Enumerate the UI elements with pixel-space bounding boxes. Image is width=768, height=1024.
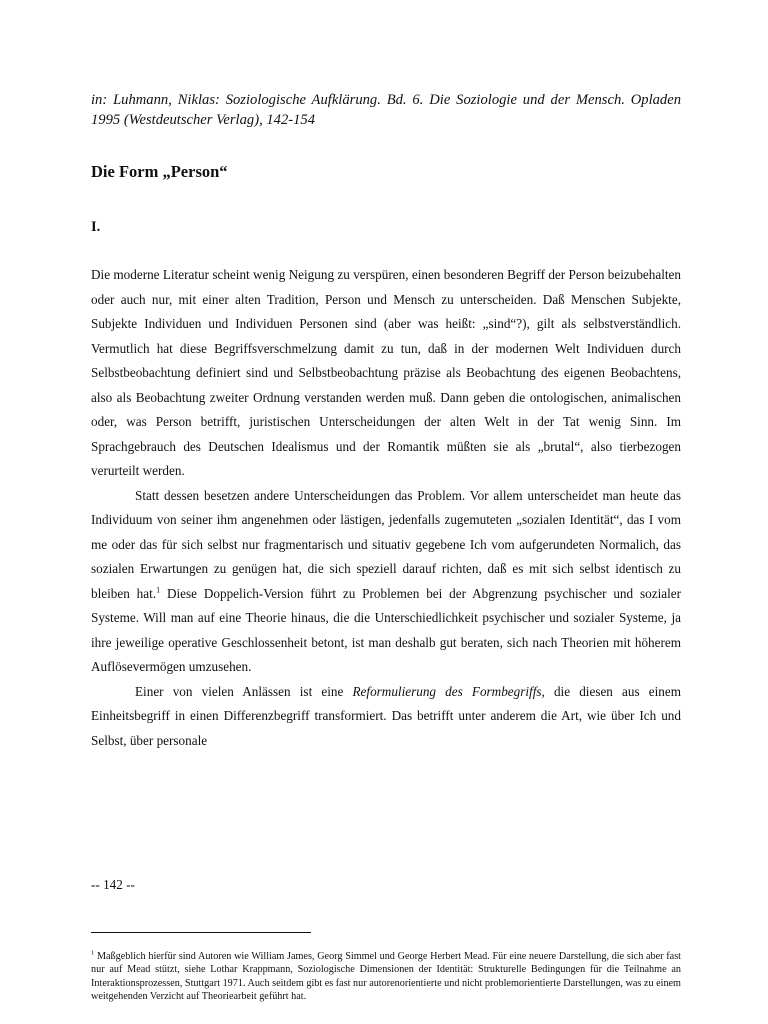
footnote-divider bbox=[91, 932, 311, 933]
paragraph-2-part-a: Statt dessen besetzen andere Unterscheidungen das Problem. Vor allem unterscheidet man heute das Individuum von seiner ihm angenehmen oder lästigen, jedenfalls zugemuteten „sozialen Identität“, das I vom me oder das für sich selbst nur fragmentarisch und situativ gegebene Ich vom aufgerundeten Normalich, das sozialen Erwartungen zu genügen hat, die sich speziell darauf richten, daß es mit sich selbst identisch zu bleiben hat. bbox=[91, 487, 681, 601]
section-heading: I. bbox=[91, 219, 101, 235]
footnote-text: Maßgeblich hierfür sind Autoren wie William James, Georg Simmel und George Herbert Mead. Für eine neuere Darstellung, die sich aber fast nur auf Mead stützt, siehe Lothar Krappmann, Soziologische Dimensionen der Identität: Strukturelle Bedingungen für die Teilnahme an Interaktionsprozessen, Stuttgart 1971. Auch seitdem gibt es fast nur autorenorientierte und nicht problemorientierte Darstellungen, was zu einem weitgehenden Verzicht auf Theoriearbeit geführt hat. bbox=[91, 951, 681, 1002]
page-number: -- 142 -- bbox=[91, 877, 135, 892]
footnote bbox=[91, 950, 681, 1003]
paragraph-3 bbox=[91, 680, 681, 754]
body-text bbox=[91, 263, 681, 753]
paragraph-3-emphasis: Reformulierung des Formbegriffs, bbox=[352, 683, 545, 699]
paragraph-3-part-a: Einer von vielen Anlässen ist eine bbox=[135, 683, 353, 699]
paragraph-2 bbox=[91, 484, 681, 680]
page-title: Die Form „Person“ bbox=[91, 162, 228, 181]
paragraph-3-part-b: die diesen aus einem Einheitsbegriff in einen Differenzbegriff transformiert. Das betrifft unter anderem die Art, wie über Ich und Selbst, über personale bbox=[91, 683, 681, 748]
footnote-reference[interactable]: 1 bbox=[156, 585, 161, 595]
footnote-marker: 1 bbox=[91, 949, 95, 957]
citation: in: Luhmann, Niklas: Soziologische Aufklärung. Bd. 6. Die Soziologie und der Mensch. Opladen 1995 (Westdeutscher Verlag), 142-154 bbox=[91, 92, 681, 128]
paragraph-1: Die moderne Literatur scheint wenig Neigung zu verspüren, einen besonderen Begriff der Person beizubehalten oder auch nur, mit einer alten Tradition, Person und Mensch zu unterscheiden. Daß Menschen Subjekte, Subjekte Individuen und Individuen Personen sind (aber was heißt: „sind“?), gilt als selbstverständlich. Vermutlich hat diese Begriffsverschmelzung damit zu tun, daß in der modernen Welt Individuen durch Selbstbeobachtung definiert sind und Selbstbeobachtung präzise als Beobachtung des eigenen Beobachtens, also als Beobachtung zweiter Ordnung verstanden werden muß. Dann geben die ontologischen, animalischen oder, was Person betrifft, juristischen Unterscheidungen der alten Welt in der Tat wenig Sinn. Im Sprachgebrauch des Deutschen Idealismus und der Romantik müßten sie als „brutal“, also tierbezogen verurteilt werden. bbox=[91, 267, 681, 478]
paragraph-2-part-b: Diese Doppelich-Version führt zu Problemen bei der Abgrenzung psychischer und sozialer Systeme. Will man auf eine Theorie hinaus, die die Unterschiedlichkeit psychischer und sozialer Systeme, ja ihre jeweilige operative Geschlossenheit betont, ist man deshalb gut beraten, sich nach Theorien mit höherem Auflösevermögen umzusehen. bbox=[91, 585, 681, 674]
